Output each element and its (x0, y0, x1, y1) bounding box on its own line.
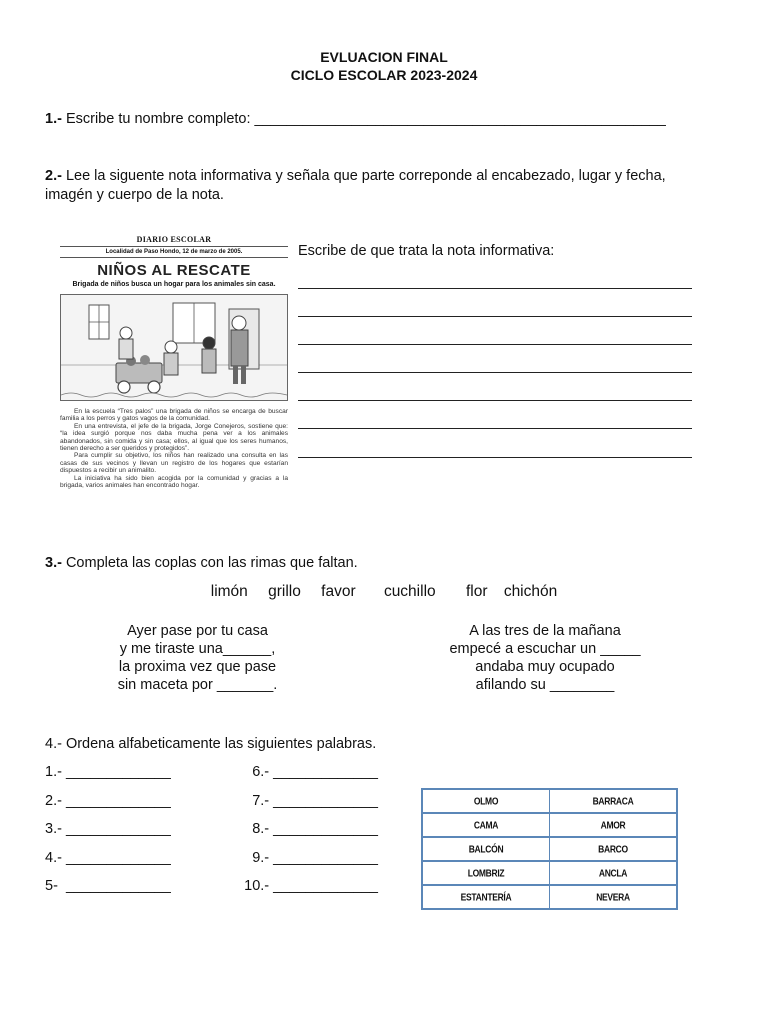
answer-line[interactable]: 7.- _____________ (252, 792, 378, 809)
answer-line[interactable]: 6.- _____________ (252, 764, 378, 780)
table-row (422, 813, 677, 837)
table-cell: BARCO (550, 835, 678, 863)
news-place-date: Localidad de Paso Hondo, 12 de marzo de 2005. (60, 247, 288, 258)
answer-line[interactable]: 4.- _____________ (45, 849, 171, 866)
question-3-number: 3.- (45, 555, 62, 571)
writing-line[interactable] (298, 457, 692, 458)
news-illustration (60, 294, 288, 401)
title-line-1: EVLUACION FINAL (320, 49, 448, 65)
answer-line[interactable]: 10.- _____________ (244, 878, 378, 894)
news-body (60, 408, 288, 489)
poem-line: A las tres de la mañana (469, 623, 621, 639)
news-paragraph: Para cumplir su objetivo, los niños han realizado una consulta en las casas de sus vecinos y llevan un registro de los hogares que estarían dispuestos a recibir un animalito. (60, 452, 288, 475)
news-paper-name: DIARIO ESCOLAR (60, 235, 288, 247)
news-paragraph: La iniciativa ha sido bien acogida por la comunidad y gracias a la brigada, varios animales han encontrado hogar. (60, 474, 288, 490)
table-cell: BALCÓN (422, 835, 550, 863)
poem-line: Ayer pase por tu casa (127, 623, 268, 639)
rhyme-word: flor (465, 583, 488, 600)
rhyme-word: grillo (268, 583, 301, 600)
table-row (422, 885, 677, 909)
rhyme-word: limón (210, 583, 248, 600)
question-2-text-2: imagén y cuerpo de la nota. (45, 187, 224, 203)
writing-line[interactable] (298, 288, 692, 289)
news-paragraph: En una entrevista, el jefe de la brigada, Jorge Conejeros, sostiene que: “la idea surgió porque nos daba mucha pena ver a los animales abandonados, sin comida y sin casa; ellos, al igual que los seres humanos, tienen derecho a ser queridos y protegidos”. (60, 422, 288, 453)
answer-line[interactable]: 3.- _____________ (45, 821, 171, 837)
title-line-2: CICLO ESCOLAR 2023-2024 (290, 67, 478, 83)
question-2-number: 2.- (45, 168, 62, 184)
poem-left (100, 622, 295, 694)
rhyme-word: chichón (503, 583, 558, 600)
news-paragraph: En la escuela “Tres palos” una brigada de niños se encarga de buscar familia a los perros y gatos vagos de la comunidad. (60, 408, 288, 423)
table-cell: CAMA (422, 811, 550, 839)
writing-line[interactable] (298, 344, 692, 345)
news-summary-prompt: Escribe de que trata la nota informativa: (298, 243, 555, 259)
question-1-number: 1.- (45, 111, 62, 127)
poem-line: la proxima vez que pase (118, 659, 277, 675)
table-cell: NEVERA (550, 883, 678, 911)
question-3-text: Completa las coplas con las rimas que faltan. (61, 555, 358, 571)
children-rescue-illustration (61, 295, 287, 400)
question-2-text-1: Lee la siguente nota informativa y señala que parte correponde al encabezado, lugar y fecha, (61, 168, 666, 184)
news-clipping (60, 235, 288, 489)
news-subhead: Brigada de niños busca un hogar para los animales sin casa. (72, 281, 276, 288)
rhyme-word: favor (321, 583, 356, 600)
poem-line: y me tiraste una______, (119, 641, 276, 657)
question-2 (45, 167, 725, 205)
answer-line[interactable]: 5- _____________ (45, 878, 171, 894)
poem-right (430, 622, 660, 694)
answers-left (45, 763, 171, 906)
answer-line[interactable]: 8.- _____________ (252, 821, 378, 837)
poem-line: andaba muy ocupado (475, 659, 615, 675)
rhyme-word-bank (0, 583, 768, 601)
table-cell: ESTANTERÍA (422, 883, 550, 911)
table-cell: BARRACA (550, 787, 678, 815)
table-row (422, 861, 677, 885)
poem-line: afilando su ________ (475, 677, 615, 693)
writing-line[interactable] (298, 372, 692, 373)
question-1-text: Escribe tu nombre completo: ___________________________________________________ (61, 111, 666, 127)
answers-right (238, 763, 378, 906)
word-table (421, 788, 678, 910)
question-3 (45, 554, 358, 573)
table-cell: ANCLA (550, 859, 678, 887)
table-cell: OLMO (422, 787, 550, 815)
news-headline: NIÑOS AL RESCATE (97, 262, 251, 279)
question-1 (45, 110, 666, 129)
writing-line[interactable] (298, 400, 692, 401)
question-4: 4.- Ordena alfabeticamente las siguientes palabras. (45, 736, 377, 752)
answer-line[interactable]: 1.- _____________ (45, 764, 171, 780)
answer-line[interactable]: 9.- _____________ (252, 849, 378, 866)
table-row (422, 837, 677, 861)
writing-line[interactable] (298, 428, 692, 429)
writing-line[interactable] (298, 316, 692, 317)
poem-line: empecé a escuchar un _____ (449, 641, 641, 657)
rhyme-word: cuchillo (383, 583, 436, 600)
answer-line[interactable]: 2.- _____________ (45, 792, 171, 809)
table-row (422, 789, 677, 813)
table-cell: AMOR (550, 811, 678, 839)
table-cell: LOMBRIZ (422, 859, 550, 887)
poem-line: sin maceta por _______. (117, 677, 278, 693)
